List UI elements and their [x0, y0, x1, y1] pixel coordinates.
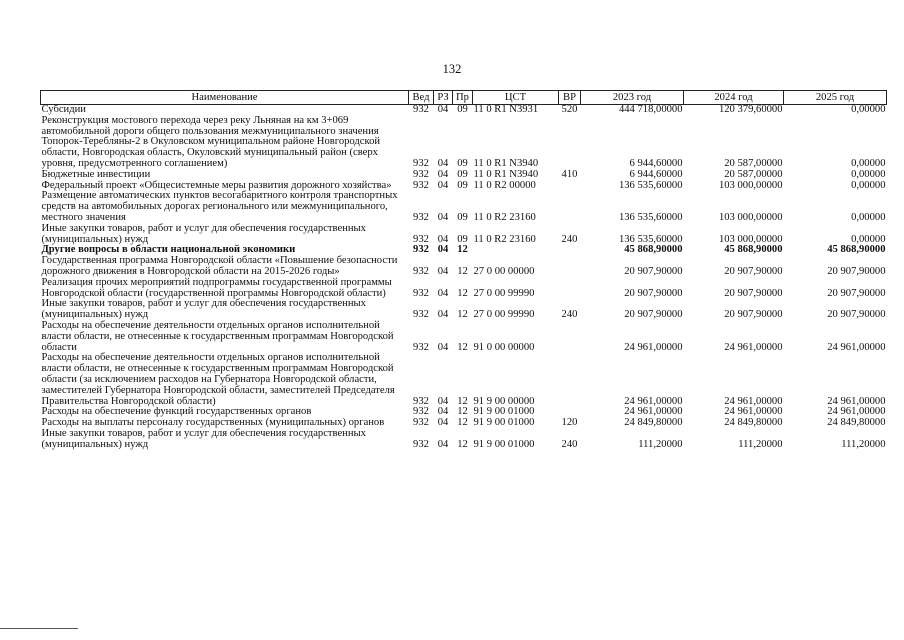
cell-pr: 12 [457, 287, 468, 299]
cell-rz: 04 [437, 287, 449, 299]
table-row [41, 256, 887, 278]
cell-vr: 240 [561, 233, 578, 245]
cell-2024: 24 849,80000 [724, 417, 783, 429]
cell-2024: 20 907,90000 [724, 265, 783, 277]
cell-2023: 136 535,60000 [618, 179, 683, 191]
cell-pr: 12 [457, 309, 468, 321]
cell-pr: 09 [457, 104, 468, 115]
cell-ved: 932 [413, 287, 429, 299]
header-2025: 2025 год [784, 91, 887, 105]
budget-table [40, 90, 887, 451]
header-pr: Пр [453, 91, 473, 105]
table-header-row [41, 91, 887, 105]
cell-rz: 04 [437, 395, 449, 407]
cell-vr [559, 278, 581, 300]
cell-rz: 04 [437, 168, 449, 180]
cell-vr: 240 [561, 438, 578, 450]
cell-cst: 11 0 R2 00000 [473, 179, 536, 191]
cell-cst: 91 9 00 01000 [473, 417, 535, 429]
cell-2024: 103 000,00000 [718, 179, 783, 191]
cell-pr: 12 [457, 417, 468, 429]
cell-2023: 24 961,00000 [624, 406, 683, 418]
cell-cst: 11 0 R1 N3940 [473, 157, 539, 169]
cell-2023: 24 849,80000 [624, 417, 683, 429]
cell-vr: 520 [561, 104, 578, 115]
table-row [41, 278, 887, 300]
page-number: 132 [442, 62, 462, 76]
cell-name: Расходы на обеспечение деятельности отдельных органов исполнительной власти области, не отнесенные к государственным программам Новгородской области [41, 319, 394, 353]
cell-2024: 45 868,90000 [724, 244, 783, 256]
cell-2025: 111,20000 [841, 438, 886, 450]
cell-pr: 09 [457, 211, 468, 223]
cell-2023: 24 961,00000 [624, 341, 683, 353]
cell-pr: 12 [457, 406, 468, 418]
cell-ved: 932 [413, 104, 429, 115]
cell-rz: 04 [437, 265, 449, 277]
cell-vr [559, 191, 581, 223]
cell-2024: 111,20000 [738, 438, 783, 450]
cell-vr: 410 [561, 168, 578, 180]
cell-vr [559, 181, 581, 192]
cell-vr [559, 256, 581, 278]
cell-2024: 20 907,90000 [724, 287, 783, 299]
cell-2024: 24 961,00000 [724, 341, 783, 353]
cell-2023: 20 907,90000 [624, 265, 683, 277]
cell-ved: 932 [413, 233, 429, 245]
header-cst: ЦСТ [473, 91, 559, 105]
cell-2024: 24 961,00000 [724, 395, 783, 407]
cell-2025: 0,00000 [851, 157, 886, 169]
cell-cst: 91 9 00 01000 [473, 406, 535, 418]
cell-2025: 0,00000 [851, 104, 886, 115]
cell-name: Расходы на выплаты персоналу государственных (муниципальных) органов [41, 417, 385, 429]
cell-2025: 0,00000 [851, 211, 886, 223]
cell-cst: 27 0 00 99990 [473, 309, 535, 321]
cell-cst: 91 9 00 00000 [473, 395, 535, 407]
cell-rz: 04 [437, 438, 449, 450]
cell-cst: 11 0 R1 N3940 [473, 168, 539, 180]
cell-name: Реализация прочих мероприятий подпрограммы государственной программы Новгородской области (государственной программы Новгородской области) [41, 276, 392, 299]
table-row [41, 299, 887, 321]
cell-rz: 04 [437, 341, 449, 353]
cell-name: Другие вопросы в области национальной экономики [41, 244, 296, 256]
cell-ved: 932 [413, 211, 429, 223]
cell-pr: 12 [457, 244, 468, 256]
cell-2025: 24 961,00000 [827, 406, 886, 418]
cell-vr [559, 321, 581, 353]
cell-2024: 20 587,00000 [724, 168, 783, 180]
cell-vr: 120 [561, 417, 578, 429]
cell-pr: 12 [457, 395, 468, 407]
cell-2023: 136 535,60000 [618, 233, 683, 245]
cell-pr: 09 [457, 168, 468, 180]
cell-name: Субсидии [41, 104, 86, 115]
cell-cst [473, 245, 559, 256]
cell-2024: 103 000,00000 [718, 211, 783, 223]
table-row [41, 429, 887, 451]
cell-2023: 444 718,00000 [618, 104, 683, 115]
cell-2025: 24 961,00000 [827, 395, 886, 407]
cell-ved: 932 [413, 417, 429, 429]
cell-pr: 12 [457, 438, 468, 450]
cell-rz: 04 [437, 179, 449, 191]
cell-name: Размещение автоматических пунктов весогабаритного контроля транспортных средств на автомобильных дорогах регионального или межмуниципального, местного значения [41, 190, 398, 223]
cell-cst: 11 0 R2 23160 [473, 233, 536, 245]
cell-ved: 932 [413, 179, 429, 191]
cell-2023: 20 907,90000 [624, 309, 683, 321]
cell-2023: 136 535,60000 [618, 211, 683, 223]
cell-rz: 04 [437, 406, 449, 418]
cell-rz: 04 [437, 211, 449, 223]
cell-pr: 12 [457, 265, 468, 277]
table-row [41, 116, 887, 170]
table-row [41, 224, 887, 246]
cell-2023: 111,20000 [638, 438, 683, 450]
cell-cst: 27 0 00 99990 [473, 287, 535, 299]
header-ved: Вед [409, 91, 434, 105]
cell-name: Иные закупки товаров, работ и услуг для обеспечения государственных (муниципальных) нужд [41, 298, 366, 321]
cell-name: Расходы на обеспечение функций государственных органов [41, 406, 312, 418]
cell-2025: 20 907,90000 [827, 265, 886, 277]
cell-ved: 932 [413, 395, 429, 407]
cell-name: Бюджетные инвестиции [41, 168, 151, 180]
cell-rz: 04 [437, 233, 449, 245]
cell-2025: 20 907,90000 [827, 287, 886, 299]
cell-2024: 24 961,00000 [724, 406, 783, 418]
cell-cst: 27 0 00 00000 [473, 265, 535, 277]
cell-2025: 0,00000 [851, 168, 886, 180]
table-row [41, 321, 887, 353]
cell-ved: 932 [413, 168, 429, 180]
cell-vr [559, 353, 581, 407]
cell-name: Федеральный проект «Общесистемные меры развития дорожного хозяйства» [41, 179, 392, 191]
cell-ved: 932 [413, 157, 429, 169]
cell-2025: 0,00000 [851, 233, 886, 245]
cell-2025: 24 961,00000 [827, 341, 886, 353]
cell-ved: 932 [413, 244, 429, 256]
cell-name: Иные закупки товаров, работ и услуг для обеспечения государственных (муниципальных) нужд [41, 222, 366, 245]
cell-cst: 91 0 00 00000 [473, 341, 535, 353]
cell-name: Иные закупки товаров, работ и услуг для обеспечения государственных (муниципальных) нужд [41, 427, 366, 450]
cell-cst: 11 0 R1 N3931 [473, 104, 539, 115]
cell-2025: 20 907,90000 [827, 309, 886, 321]
header-2023: 2023 год [581, 91, 684, 105]
cell-2023: 6 944,60000 [629, 168, 683, 180]
cell-rz: 04 [437, 244, 449, 256]
header-vr: ВР [559, 91, 581, 105]
cell-ved: 932 [413, 438, 429, 450]
cell-cst: 91 9 00 01000 [473, 438, 535, 450]
cell-2023: 24 961,00000 [624, 395, 683, 407]
cell-2023: 45 868,90000 [624, 244, 683, 256]
cell-pr: 12 [457, 341, 468, 353]
cell-2025: 24 849,80000 [827, 417, 886, 429]
cell-cst: 11 0 R2 23160 [473, 211, 536, 223]
cell-2024: 20 907,90000 [724, 309, 783, 321]
header-2024: 2024 год [684, 91, 784, 105]
cell-ved: 932 [413, 309, 429, 321]
cell-rz: 04 [437, 157, 449, 169]
cell-2024: 120 379,60000 [718, 104, 783, 115]
footer-rule [0, 628, 78, 629]
header-rz: РЗ [434, 91, 453, 105]
cell-2025: 45 868,90000 [827, 244, 886, 256]
cell-ved: 932 [413, 341, 429, 353]
table-body [41, 105, 887, 451]
cell-vr [559, 116, 581, 170]
cell-2023: 6 944,60000 [629, 157, 683, 169]
cell-pr: 09 [457, 233, 468, 245]
cell-name: Расходы на обеспечение деятельности отдельных органов исполнительной власти области, не отнесенные к государственным программам Новгородской области (за исключением расходов на Губернатора Новгородской области, заместителей Губернатора Новгородской области, заместителей Председателя Правительства Новгородской области) [41, 352, 395, 407]
cell-ved: 932 [413, 406, 429, 418]
cell-pr: 09 [457, 157, 468, 169]
cell-rz: 04 [437, 417, 449, 429]
cell-vr: 240 [561, 309, 578, 321]
cell-vr [559, 245, 581, 256]
cell-rz: 04 [437, 309, 449, 321]
cell-rz: 04 [437, 104, 449, 115]
cell-2024: 103 000,00000 [718, 233, 783, 245]
cell-name: Реконструкция мостового перехода через реку Льняная на км 3+069 автомобильной дороги общего пользования межмуниципального значения Топорок-Теребляны-2 в Окуловском муниципальном районе Новгородской области, Новгородская область, Окуловский муниципальный район (сверх уровня, предусмотренного соглашением) [41, 114, 381, 169]
cell-2025: 0,00000 [851, 179, 886, 191]
cell-name: Государственная программа Новгородской области «Повышение безопасности дорожного движения в Новгородской области на 2015-2026 годы» [41, 255, 398, 277]
table-row [41, 170, 887, 181]
cell-pr: 09 [457, 179, 468, 191]
cell-2023: 20 907,90000 [624, 287, 683, 299]
table-row [41, 191, 887, 223]
table-row [41, 353, 887, 407]
header-name: Наименование [41, 91, 409, 105]
cell-2024: 20 587,00000 [724, 157, 783, 169]
cell-ved: 932 [413, 265, 429, 277]
